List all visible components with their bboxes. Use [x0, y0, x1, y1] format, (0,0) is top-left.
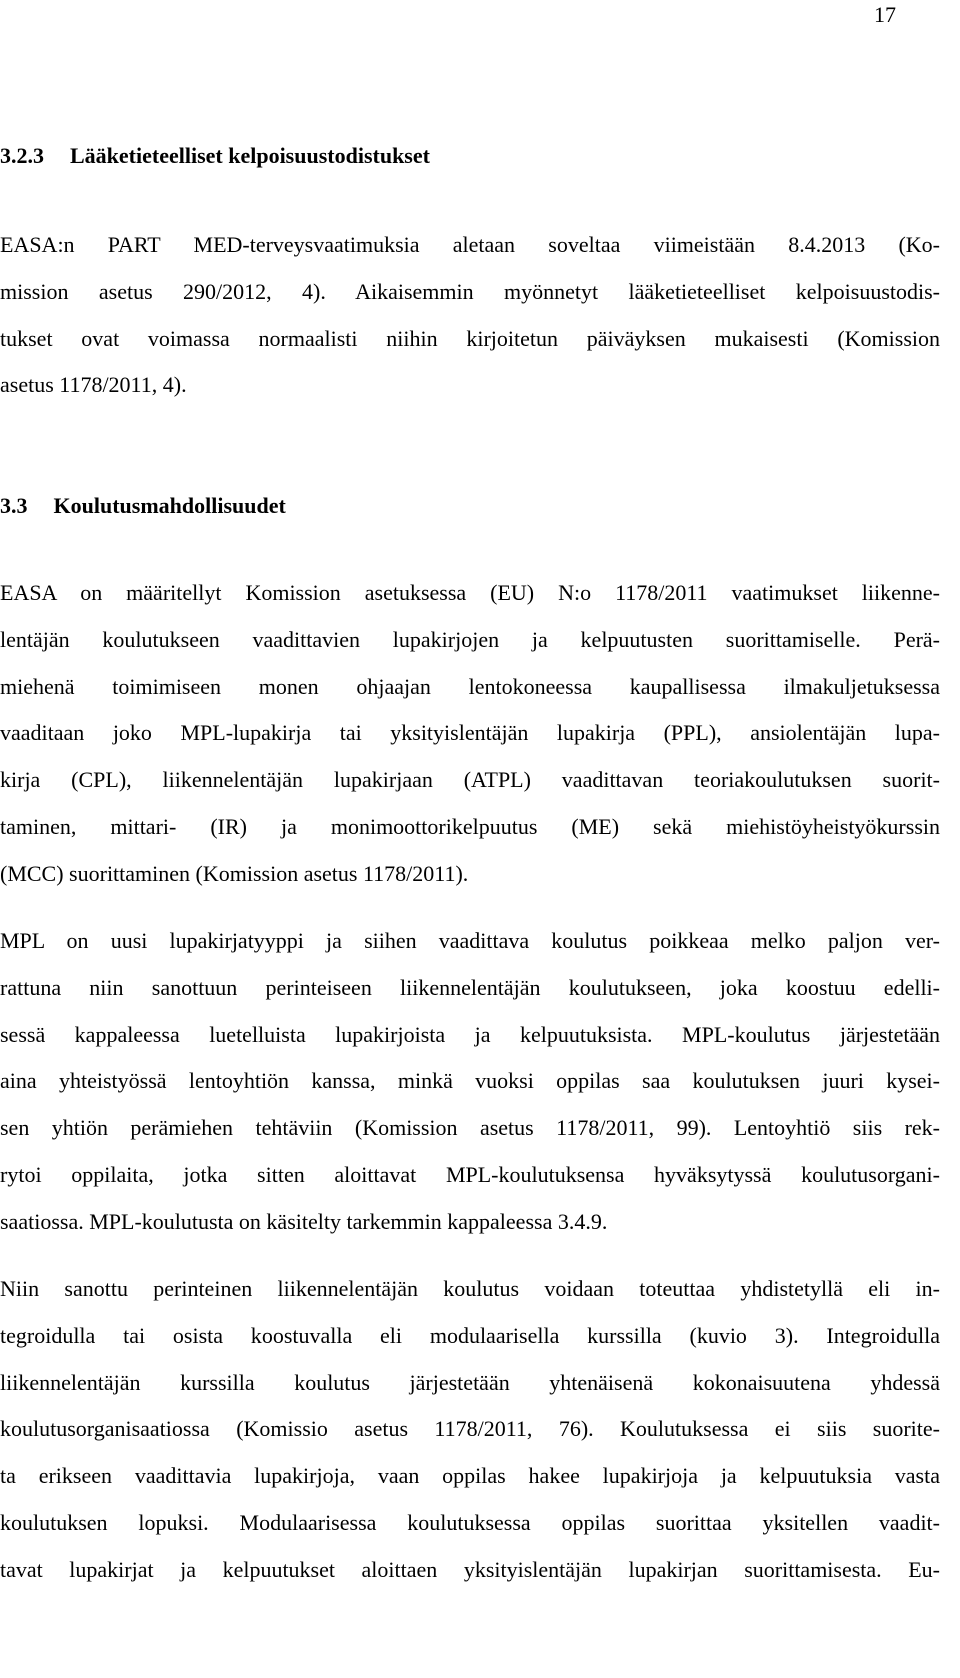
paragraph [0, 222, 940, 409]
paragraph [0, 1266, 940, 1594]
text-line: asetus 1178/2011, 4). [0, 372, 187, 398]
text-line: aina yhteistyössä lentoyhtiön kanssa, minkä vuoksi oppilas saa koulutuksen juuri kysei- [0, 1068, 940, 1094]
text-line: lentäjän koulutukseen vaadittavien lupakirjojen ja kelpuutusten suorittamiselle. Perä- [0, 626, 940, 652]
section-number: 3.3 [0, 493, 28, 518]
text-line: EASA:n PART MED-terveysvaatimuksia aletaan soveltaa viimeistään 8.4.2013 (Ko- [0, 232, 940, 257]
text-line: liikennelentäjän kurssilla koulutus järjestetään yhtenäisenä kokonaisuutena yhdessä [0, 1369, 940, 1395]
section-title: Lääketieteelliset kelpoisuustodistukset [70, 143, 430, 168]
text-line: koulutuksen lopuksi. Modulaarisessa koulutuksessa oppilas suorittaa yksitellen vaadit- [0, 1509, 940, 1535]
text-line: tavat lupakirjat ja kelpuutukset aloittaen yksityislentäjän lupakirjan suorittamisesta. Eu- [0, 1556, 940, 1582]
text-line: rytoi oppilaita, jotka sitten aloittavat MPL-koulutuksensa hyväksytyssä koulutusorgani- [0, 1161, 940, 1187]
paragraph [0, 918, 940, 1246]
text-line: EASA on määritellyt Komission asetuksessa (EU) N:o 1178/2011 vaatimukset liikenne- [0, 580, 940, 605]
page-number: 17 [874, 2, 896, 27]
text-line: taminen, mittari- (IR) ja monimoottorikelpuutus (ME) sekä miehistöyheistyökurssin [0, 813, 940, 839]
paragraph [0, 570, 940, 898]
text-line: sessä kappaleessa luetelluista lupakirjoista ja kelpuutuksista. MPL-koulutus järjestetään [0, 1021, 940, 1047]
text-line: ta erikseen vaadittavia lupakirjoja, vaan oppilas hakee lupakirjoja ja kelpuutuksia vasta [0, 1463, 940, 1489]
section-title: Koulutusmahdollisuudet [53, 493, 286, 518]
text-line: Niin sanottu perinteinen liikennelentäjän koulutus voidaan toteuttaa yhdistetyllä eli in- [0, 1276, 940, 1301]
text-line: sen yhtiön perämiehen tehtäviin (Komission asetus 1178/2011, 99). Lentoyhtiö siis rek- [0, 1115, 940, 1141]
text-line: koulutusorganisaatiossa (Komissio asetus 1178/2011, 76). Koulutuksessa ei siis suorite- [0, 1416, 940, 1442]
text-line: (MCC) suorittaminen (Komission asetus 1178/2011). [0, 860, 469, 886]
text-line: mission asetus 290/2012, 4). Aikaisemmin myönnetyt lääketieteelliset kelpoisuustodis- [0, 278, 940, 304]
text-line: vaaditaan joko MPL-lupakirja tai yksityislentäjän lupakirja (PPL), ansiolentäjän lupa- [0, 720, 940, 746]
text-line: rattuna niin sanottuun perinteiseen liikennelentäjän koulutukseen, joka koostuu edelli- [0, 974, 940, 1000]
text-line: kirja (CPL), liikennelentäjän lupakirjaan (ATPL) vaadittavan teoriakoulutuksen suorit- [0, 767, 940, 793]
text-line: MPL on uusi lupakirjatyyppi ja siihen vaadittava koulutus poikkeaa melko paljon ver- [0, 928, 940, 953]
section-heading-3-3 [0, 492, 286, 520]
text-line: tegroidulla tai osista koostuvalla eli modulaarisella kurssilla (kuvio 3). Integroidulla [0, 1322, 940, 1348]
section-heading-3-2-3 [0, 142, 430, 170]
text-line: miehenä toimimiseen monen ohjaajan lentokoneessa kaupallisessa ilmakuljetuksessa [0, 673, 940, 699]
text-line: saatiossa. MPL-koulutusta on käsitelty tarkemmin kappaleessa 3.4.9. [0, 1208, 608, 1234]
section-number: 3.2.3 [0, 143, 44, 168]
text-line: tukset ovat voimassa normaalisti niihin kirjoitetun päiväyksen mukaisesti (Komission [0, 325, 940, 351]
